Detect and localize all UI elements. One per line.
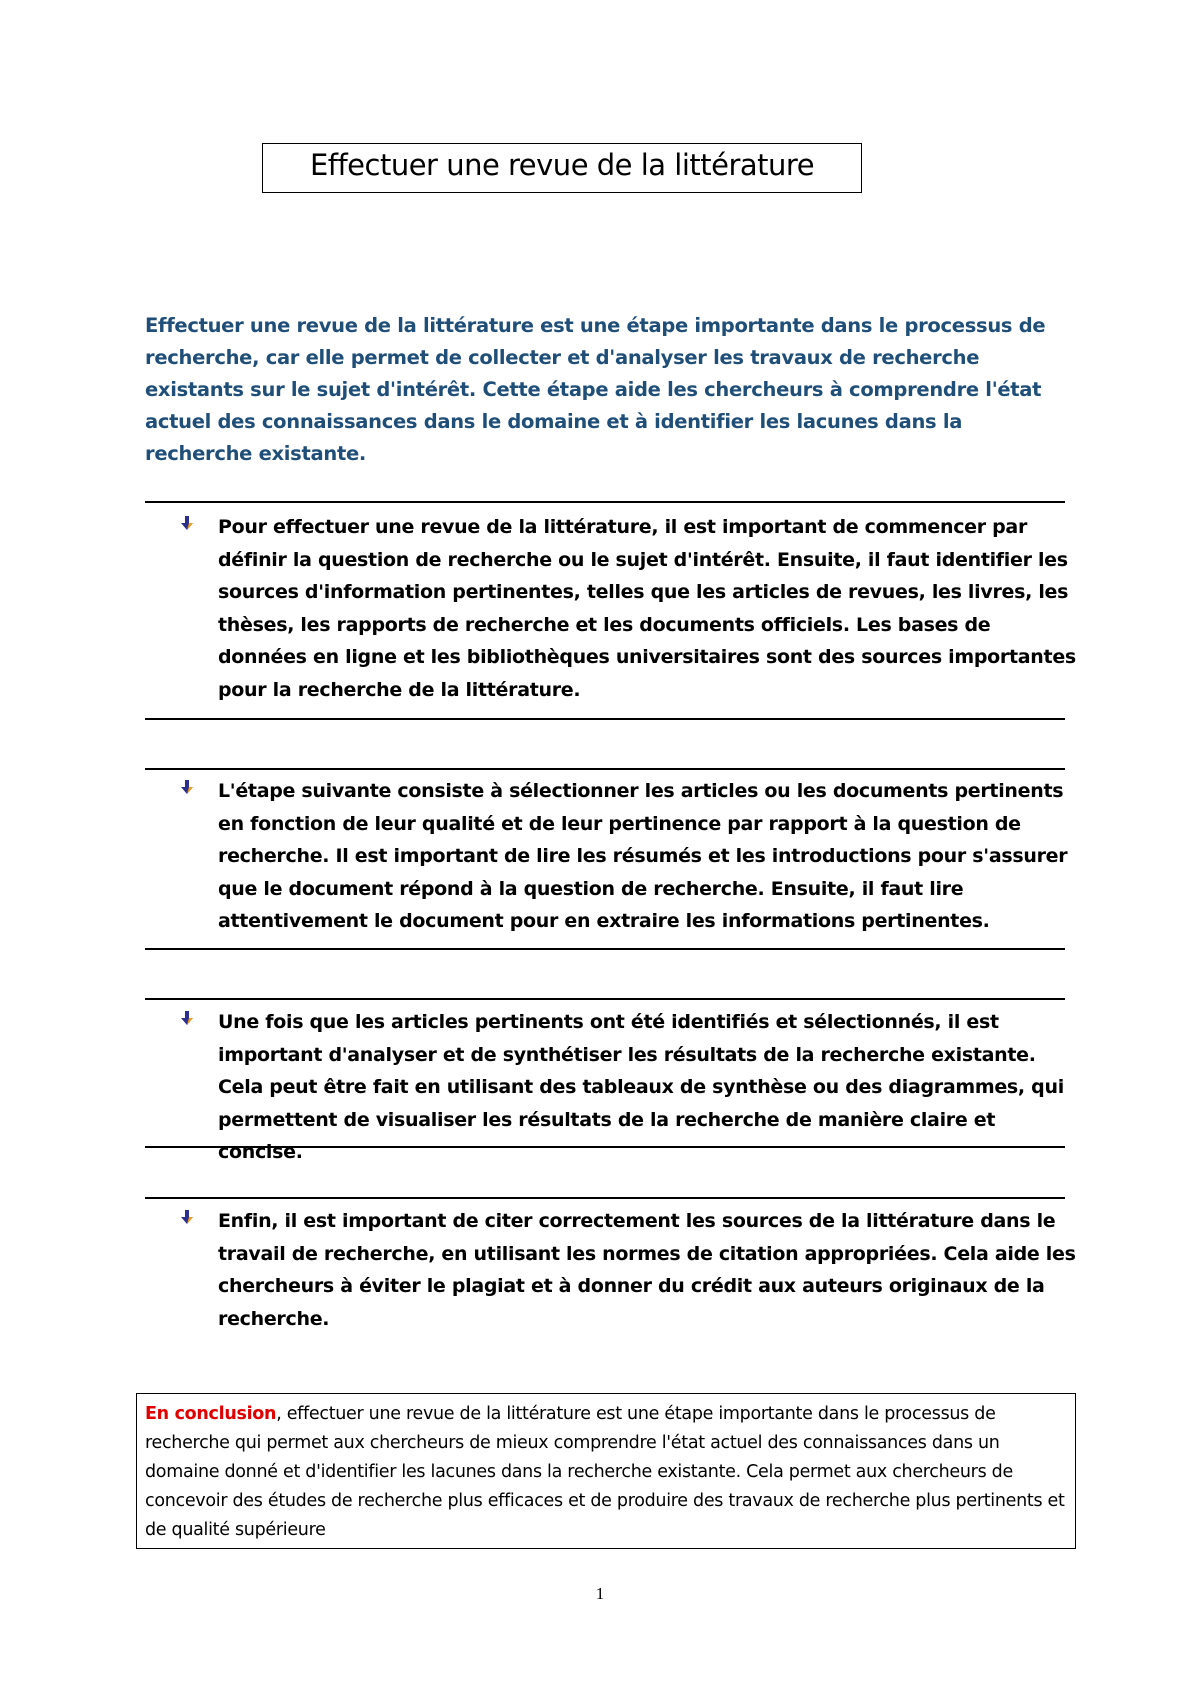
conclusion-paragraph <box>145 1400 1065 1545</box>
divider <box>145 1197 1065 1199</box>
divider <box>145 501 1065 503</box>
conclusion-text: , effectuer une revue de la littérature est une étape importante dans le processus de recherche qui permet aux chercheurs de mieux comprendre l'état actuel des connaissances dans un domaine donné et d'identifier les lacunes dans la recherche existante. Cela permet aux chercheurs de concevoir des études de recherche plus efficaces et de produire des travaux de recherche plus pertinents et de qualité supérieure <box>145 1404 1065 1540</box>
list-item-text: L'étape suivante consiste à sélectionner les articles ou les documents pertinents en fonction de leur qualité et de leur pertinence par rapport à la question de recherche. Il est important de lire les résumés et les introductions pour s'assurer que le document répond à la question de recherche. Ensuite, il faut lire attentivement le document pour en extraire les informations pertinentes. <box>218 780 1068 932</box>
list-item-text: Enfin, il est important de citer correctement les sources de la littérature dans le travail de recherche, en utilisant les normes de citation appropriées. Cela aide les chercheurs à éviter le plagiat et à donner du crédit aux auteurs originaux de la recherche. <box>218 1210 1076 1330</box>
divider <box>145 718 1065 720</box>
arrow-down-bullet-icon <box>180 515 196 531</box>
divider <box>145 1146 1065 1148</box>
title-box <box>262 143 862 193</box>
page-title: Effectuer une revue de la littérature <box>309 148 815 182</box>
arrow-down-bullet-icon <box>180 1010 196 1026</box>
conclusion-lead: En conclusion <box>145 1404 277 1424</box>
arrow-down-bullet-icon <box>180 779 196 795</box>
divider <box>145 768 1065 770</box>
divider <box>145 948 1065 950</box>
page-number: 1 <box>595 1584 605 1603</box>
list-item-text: Une fois que les articles pertinents ont été identifiés et sélectionnés, il est important d'analyser et de synthétiser les résultats de la recherche existante. Cela peut être fait en utilisant des tableaux de synthèse ou des diagrammes, qui permettent de visualiser les résultats de la recherche de manière claire et concise. <box>218 1011 1064 1163</box>
conclusion-box <box>136 1393 1076 1549</box>
arrow-down-bullet-icon <box>180 1209 196 1225</box>
intro-paragraph: Effectuer une revue de la littérature est une étape importante dans le processus de recherche, car elle permet de collecter et d'analyser les travaux de recherche existants sur le sujet d'intérêt. Cette étape aide les chercheurs à comprendre l'état actuel des connaissances dans le domaine et à identifier les lacunes dans la recherche existante. <box>145 314 1046 465</box>
list-item-text: Pour effectuer une revue de la littérature, il est important de commencer par définir la question de recherche ou le sujet d'intérêt. Ensuite, il faut identifier les sources d'information pertinentes, telles que les articles de revues, les livres, les thèses, les rapports de recherche et les documents officiels. Les bases de données en ligne et les bibliothèques universitaires sont des sources importantes pour la recherche de la littérature. <box>218 516 1076 701</box>
divider <box>145 998 1065 1000</box>
